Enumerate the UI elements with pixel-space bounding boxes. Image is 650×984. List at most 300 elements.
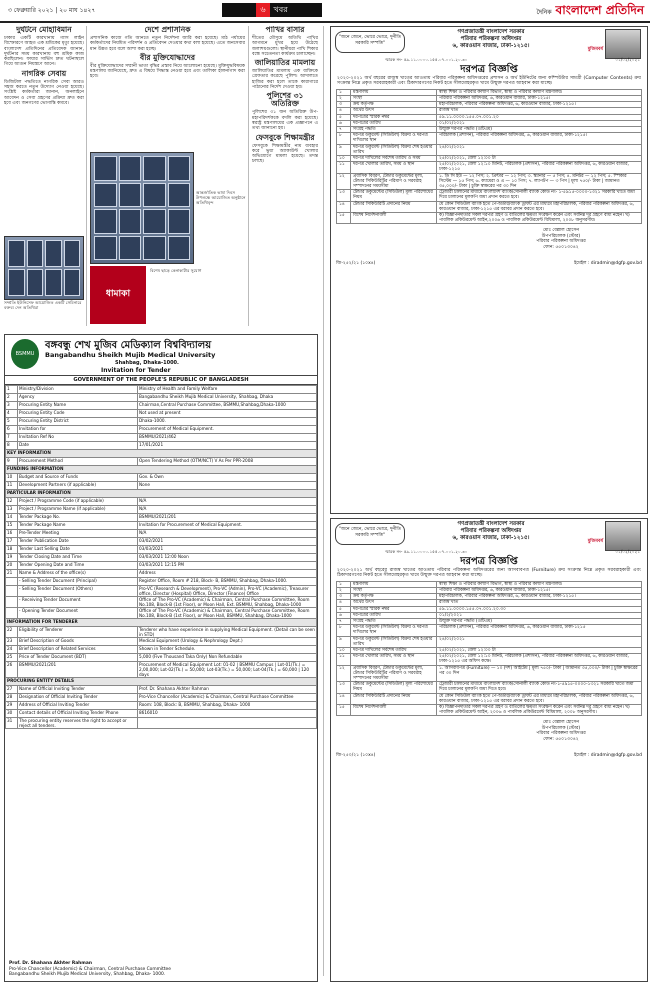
invitation-title: Invitation for Tender — [101, 367, 171, 374]
row-value: Tenderer who have experience in supplying Medical Equipment. (Detail can be seen in STD) — [139, 627, 315, 637]
header-rule — [0, 21, 650, 23]
row-value: স্বাস্থ্য শিক্ষা ও পরিবার কল্যাণ বিভাগ, স্বাস্থ্য ও পরিবার কল্যাণ মন্ত্রণালয়। — [437, 581, 642, 587]
row-number: 9 — [6, 458, 18, 466]
quote-box: "জনে জেনে, ভোরে ভোরে, দুর্নীতি সরকারি সম্পত্তি" — [335, 31, 405, 53]
article-body: পুলিশের ৩১ জন অতিরিক্ত উপ-মহাপরিদর্শককে বদলি করা হয়েছে। স্বরাষ্ট্র মন্ত্রণালয়ের এক প্রজ্ঞাপনে এ তথ্য জানানো হয়। — [252, 110, 318, 132]
row-label: দরপত্র খোলার তারিখ, সময় ও স্থান — [351, 654, 437, 665]
portrait-photo — [605, 29, 641, 59]
row-number: ৬ — [337, 612, 351, 618]
table-row — [6, 418, 317, 426]
row-label: সংস্থা — [351, 587, 437, 593]
table-row — [6, 442, 317, 450]
table-row — [6, 402, 317, 410]
table-row — [6, 458, 317, 466]
row-number: 28 — [6, 694, 18, 702]
row-number: ৭ — [337, 619, 351, 625]
tender-signature — [9, 961, 309, 977]
row-value: Prof. Dr. Shahana Akhter Rahman — [138, 686, 317, 694]
row-number: 3 — [6, 402, 18, 410]
row-number: ১০ — [337, 648, 351, 654]
signature-line: Bangabandhu Sheikh Mujib Medical University, Shahbag, Dhaka- 1000. — [9, 971, 166, 977]
section-heading: PARTICULAR INFORMATION — [6, 490, 317, 498]
row-number: ১৫ — [337, 705, 351, 716]
quote-box: "জনে জেনে, ভোরে ভোরে, দুর্নীতি সরকারি সম্পত্তি" — [335, 523, 405, 545]
notice-intro: ২০২০-২০২১ অর্থ বছরের রাজস্ব খাতের আওতায় পরিবার পরিকল্পনা অধিদপ্তরের প্রশাসন ও অর্থ ইউনিটের জন্য কম্পিউটার সামগ্রী (Computer Contents) ক্রয় সংক্রান্ত নিম্নে প্রকৃত সরবরাহকারী এবং ঠিকাদারগণের নিকট হতে সীলমোহরকৃত খামে উন্মুক্ত দরপত্র আহবান করা যাচ্ছে। — [337, 75, 641, 87]
row-value: ০১/২/২০২১ — [437, 612, 642, 618]
row-label: দরপত্রের স্মারক নম্বর — [351, 114, 437, 120]
tender-table — [5, 385, 317, 729]
row-number: 8 — [6, 442, 18, 450]
table-row — [337, 133, 642, 144]
row-label: Project / Programme Code (if applicable) — [18, 498, 138, 506]
table-row — [6, 514, 317, 522]
row-label: টেন্ডার ডকুমেন্টের (সিডিউল) মূল্য পরিশোধের নিয়ম — [351, 682, 437, 693]
row-value: BSMMU/2021/201 — [138, 514, 317, 522]
row-value: N/A — [138, 530, 317, 538]
row-value: Room: 108, Block: B, BSMMU, Shahbag, Dhaka- 1000 — [138, 702, 317, 710]
article-body: বীর মুক্তিযোদ্ধাদের সম্মানী ভাতা বৃদ্ধির প্রস্তাব নিয়ে আলোচনা হয়েছে। মুক্তিযুদ্ধবিষয়ক মন্ত্রণালয় জানিয়েছে, দ্রুত এ বিষয়ে সিদ্ধান্ত নেওয়া হবে এবং তালিকা হালনাগাদ করা হবে। — [90, 63, 245, 80]
row-label: সংগ্রহ পদ্ধতি — [351, 619, 437, 625]
advertisement — [90, 266, 146, 324]
mujib-logo: মুজিববর্ষ — [587, 47, 603, 52]
row-number: ১ — [337, 581, 351, 587]
row-number — [6, 608, 18, 619]
row-label: অর্থের উৎস — [351, 600, 437, 606]
dgfp-tender-notice-1 — [330, 26, 648, 514]
table-row — [6, 498, 317, 506]
table-row — [6, 530, 317, 538]
row-label: দরপত্রের তারিখ — [351, 120, 437, 126]
row-number: ৫ — [337, 114, 351, 120]
portrait-photo — [605, 521, 641, 551]
row-label: Eligibility of Tenderer — [18, 627, 138, 638]
row-value: 03/02/2021 — [138, 538, 317, 546]
government-header: GOVERNMENT OF THE PEOPLE'S REPUBLIC OF BANGLADESH — [5, 376, 317, 385]
table-row — [6, 546, 317, 554]
row-value: Address — [138, 570, 317, 578]
row-value: Gov. & Own — [138, 474, 317, 482]
notice-date: ০১/০২/২০২১ — [615, 549, 640, 554]
row-label: Procuring Entity Code — [18, 410, 138, 418]
row-number: 19 — [6, 554, 18, 562]
page-number: ৬ — [256, 3, 269, 17]
row-label: Procurement Method — [18, 458, 138, 466]
notice-table — [336, 89, 642, 225]
table-row — [6, 522, 317, 530]
row-label: দরপত্র ডকুমেন্ট (সিডিউল) বিক্রয় ও দরপত্র দাখিলের স্থান — [351, 133, 437, 144]
row-label: Pre-Tender Meeting — [18, 530, 138, 538]
row-number: ৩ — [337, 594, 351, 600]
row-number: 26 — [6, 662, 18, 678]
signer-phone: ফোন: ৫৫০১৩০৪২ — [543, 244, 579, 250]
row-label: Name & Address of the office(s) — [18, 570, 138, 578]
contact-email: ইমেইল : diradmin@dgfp.gov.bd — [574, 260, 642, 266]
row-number: 27 — [6, 686, 18, 694]
row-number: ১২ — [337, 173, 351, 190]
row-value: ৫৯.১১.০০০০.১৫৫.০৭.০০১.২০.৩০ — [437, 606, 642, 612]
row-label: Address of Official Inviting Tender — [18, 702, 138, 710]
row-number: ৭ — [337, 127, 351, 133]
headline: পাখির বাসার — [265, 26, 305, 34]
row-value: Pro-Vice Chancellor (Academic) & Chairman, Central Purchase Committee — [138, 694, 317, 702]
row-label: দরপত্র দাখিলের সর্বশেষ তারিখ ও সময় — [351, 156, 437, 162]
row-label: - Selling Tender Document (Others) — [18, 586, 138, 597]
table-row — [6, 678, 317, 686]
gov-name: গণপ্রজাতন্ত্রী বাংলাদেশ সরকার — [457, 29, 525, 35]
row-number: ৬ — [337, 120, 351, 126]
notice-government — [416, 29, 566, 50]
row-label: দরপত্র ডকুমেন্ট (সিডিউল) বিক্রয় শেষ হওয়ার তারিখ — [351, 144, 437, 155]
row-number: 4 — [6, 410, 18, 418]
table-row — [6, 482, 317, 490]
table-row — [6, 410, 317, 418]
signature-line: Pro-Vice Chancellor (Academic) & Chairman, Central Purchase Committee — [9, 966, 171, 972]
row-value: BSMMU/2021/462 — [138, 434, 317, 442]
article-body: ফেসবুকে শিক্ষামন্ত্রীর নাম ব্যবহার করে ভুয়া অ্যাকাউন্ট খোলার অভিযোগে মামলা হয়েছে। তদন্ত চলছে। — [252, 143, 318, 165]
dept-address: ৬, কারওয়ান বাজার, ঢাকা-১২১৫। — [452, 43, 530, 49]
notice-footer — [331, 716, 647, 760]
notice-signature — [481, 228, 641, 250]
row-label: Tender Closing Date and Time — [18, 554, 138, 562]
notice-footer — [331, 224, 647, 268]
row-value: Chairman,Central Purchase Committee, BSMMU,Shahbag,Dhaka-1000 — [138, 402, 317, 410]
row-number: ১০ — [337, 156, 351, 162]
row-number: ১৩ — [337, 190, 351, 201]
row-label: Tender Last Selling Date — [18, 546, 138, 554]
row-value: 03/03/2021 12:15 PM — [138, 562, 317, 570]
row-label: দরপত্র ডকুমেন্ট (সিডিউল) বিক্রয় ও দরপত্র দাখিলের স্থান — [351, 625, 437, 636]
row-label: সংগ্রহ পদ্ধতি — [351, 127, 437, 133]
notice-top — [331, 519, 647, 555]
header-date — [8, 5, 95, 16]
row-number: 14 — [6, 514, 18, 522]
dgfp-tender-notice-2 — [330, 518, 648, 982]
row-label: Project / Programme Name (if applicable) — [18, 506, 138, 514]
row-value: Ministry of Health and Family Welfare — [138, 386, 317, 394]
headline: জালিয়াতির মামলায় — [254, 58, 316, 68]
notice-government — [416, 521, 566, 542]
row-label: Procuring Entity District — [18, 418, 138, 426]
article-body: জালিয়াতির মামলায় এক ব্যক্তিকে গ্রেফতার করেছে পুলিশ। আদালতে হাজির করা হলে তাকে কারাগারে পাঠানোর নির্দেশ দেওয়া হয়। — [252, 69, 318, 91]
row-number: 10 — [6, 474, 18, 482]
row-label: দরপত্র ডকুমেন্ট (সিডিউল) বিক্রয় শেষ হওয়ার তারিখ — [351, 636, 437, 647]
row-value: Office of The Pro-VC (Academic) & Chairman, Central Purchase Committee, Room No.108, Block-B (1st Floor), or Moon Hall, Ext. BSMMU, Shahbag, Dhaka-1000 — [138, 597, 317, 608]
row-label: BSMMU/2021/201 — [18, 662, 138, 678]
table-row — [337, 625, 642, 636]
row-label: Price of Tender Document (BDT) — [18, 654, 138, 662]
date-text: ৩ ফেব্রুয়ারি ২০২১ | ২০ মাঘ ১৪২৭ — [8, 7, 96, 14]
table-row — [6, 474, 317, 482]
news-column-2 — [90, 26, 245, 151]
headline: ফেসবুকে শিক্ষামন্ত্রীর — [255, 132, 315, 142]
row-label: Tender Package Name — [18, 522, 138, 530]
row-label: Designation of Official Inviting Tender — [18, 694, 138, 702]
photo-caption: আন্তর্জাতিক ভাষা দিবস উপলক্ষে আয়োজিত অনুষ্ঠানে অতিথিবৃন্দ — [196, 190, 246, 205]
row-label: টেন্ডার ডকুমেন্টের (সিডিউল) মূল্য পরিশোধের নিয়ম — [351, 190, 437, 201]
row-value: Dhaka-1000. — [138, 418, 317, 426]
row-value: ২৫/০২/২০২১, বেলা ১২:১০ মিনিট, পরিচালক (প্রশাসন), পরিবার পরিকল্পনা অধিদপ্তর, ৬, কারওয়ান বাজার, ঢাকা-১২১৫ — [437, 162, 642, 173]
row-value: Bangabandhu Sheikh Mujib Medical University, Shahbag, Dhaka — [138, 394, 317, 402]
signer-name: মোঃ বেল্লাল হোসেন — [542, 720, 580, 726]
row-value: ২৫/০২/২০২১, বেলা ১২:১০ মিনিট, পরিচালক (প্রশাসন), পরিবার পরিকল্পনা অধিদপ্তর, ৬, কারওয়ান বাজার, ঢাকা-১২১৫ এর অফিস কক্ষে। — [437, 654, 642, 665]
row-number: 23 — [6, 638, 18, 646]
row-number: 11 — [6, 482, 18, 490]
article-body: ঢাকার একটি কারখানায় গ্যাস লাইন বিস্ফোরণে আহত এক শ্রমিকের মৃত্যু হয়েছে। বাংলাদেশ প্রতিদিনের প্রতিবেদক জানান, দুর্ঘটনার সময় কারখানায় বহু শ্রমিক কাজ করছিলেন। ফায়ার সার্ভিস দ্রুত ঘটনাস্থলে গিয়ে আগুন নিয়ন্ত্রণে আনে। — [4, 36, 84, 68]
headline: বীর মুক্তিযোদ্ধাদের — [140, 52, 195, 62]
university-name-en: Bangabandhu Sheikh Mujib Medical University — [45, 351, 216, 359]
table-row — [6, 386, 317, 394]
row-number: 25 — [6, 654, 18, 662]
row-number: 18 — [6, 546, 18, 554]
signer-office: পরিবার পরিকল্পনা অধিদপ্তর — [536, 239, 586, 245]
row-label: প্রবাসিক বিবরণ, টেন্ডার ডকুমেন্টের মূল্য, টেন্ডার সিকিউরিটির পরিমাণ ও সরবরাহ সম্পাদনের সময়সীমা — [351, 665, 437, 682]
row-value: ২৫/০২/২০২১, বেলা ১২:০০ টা — [437, 648, 642, 654]
table-row — [6, 694, 317, 702]
table-row — [6, 702, 317, 710]
row-value: উন্মুক্ত দরপত্র পদ্ধতি (ওটিএম) — [437, 127, 642, 133]
row-label: ক্রয় কর্তৃপক্ষ — [351, 594, 437, 600]
signer-title: উপপরিচালক (স্টোর) — [541, 233, 581, 239]
news-column-1 — [4, 26, 84, 266]
article-body: ডিজিটাল পদ্ধতিতে নাগরিক সেবা আরও সহজ করতে নতুন উদ্যোগ নেওয়া হয়েছে। সংশ্লিষ্ট কর্মকর্তারা জানান, অনলাইনে আবেদন ও সেবা গ্রহণের প্রক্রিয়া দ্রুত করা হবে এবং জনগণের ভোগান্তি কমবে। — [4, 79, 84, 106]
row-value: ট্রেজারী চালানের মাধ্যমে বাংলাদেশ ব্যাংক/সোনালী ব্যাংক কোড নং- ১-৫৯১৫-০০০০-১৩২১ সরকারি খাতে জমা দিয়ে চালানের মূলকপি জমা প্রদান করতে হবে। — [437, 190, 642, 201]
table-row — [6, 638, 317, 646]
gov-name: গণপ্রজাতন্ত্রী বাংলাদেশ সরকার — [457, 521, 525, 527]
row-number — [6, 597, 18, 608]
section-heading: PROCURING ENTITY DETAILS — [6, 678, 317, 686]
table-row — [6, 619, 317, 627]
column-divider — [86, 26, 87, 326]
row-label: প্রবাসিক বিবরণ, টেন্ডার ডকুমেন্টের মূল্য, টেন্ডার সিকিউরিটির পরিমাণ ও সরবরাহ সম্পাদনের সময়সীমা — [351, 173, 437, 190]
column-divider — [248, 26, 249, 326]
headline: নাগরিক সেবায় — [21, 68, 67, 78]
row-value: ক) বিজ্ঞাপনদাতার সকল দরপত্র গ্রহণ ও বাতিলের ক্ষমতা সংরক্ষণ করেন এবং সর্বনিম্ন দর গ্রহণে বাধ্য নহেন। খ) পাবলিক প্রকিউরমেন্ট আইন,২০০৬ ও পাবলিক প্রকিউরমেন্ট বিধিমালা, ২০০৮ অনুসরণীয়। — [437, 213, 642, 224]
row-label: Date — [18, 442, 138, 450]
row-number: ১১ — [337, 162, 351, 173]
row-label: Name of Official Inviting Tender — [18, 686, 138, 694]
notice-date: ০১/০২/২০২১ — [615, 57, 640, 62]
dept-name: পরিবার পরিকল্পনা অধিদপ্তর — [460, 36, 522, 42]
row-label: - Selling Tender Document (Principal) — [18, 578, 138, 586]
row-value: Procurement of Medical Equipment. — [138, 426, 317, 434]
row-number: ১ — [337, 89, 351, 95]
notice-signature — [481, 720, 641, 742]
row-number: 22 — [6, 627, 18, 638]
table-row — [6, 434, 317, 442]
ad-title: ধামাকা — [105, 289, 131, 299]
table-row — [6, 654, 317, 662]
article-body: প্রশাসনিক কাজে গতি আনতে নতুন নির্দেশনা জারি করা হয়েছে। মাঠ পর্যায়ের কর্মকর্তাদের নিয়মিত পরিদর্শন ও প্রতিবেদন দেওয়ার কথা বলা হয়েছে। এতে জনসেবার মান উন্নত হবে বলে আশা করা হচ্ছে। — [90, 36, 245, 52]
dept-name: পরিবার পরিকল্পনা অধিদপ্তর — [460, 528, 522, 534]
table-row — [337, 201, 642, 212]
page-label — [222, 3, 322, 17]
row-label: Tender Publication Date — [18, 538, 138, 546]
signer-phone: ফোন: ৫৫০১৩০৪২ — [543, 736, 579, 742]
row-value: Shown in Tender Schedule. — [138, 646, 317, 654]
row-number: 13 — [6, 506, 18, 514]
row-label: Invitation Ref No — [18, 434, 138, 442]
section-heading: KEY INFORMATION — [6, 450, 317, 458]
row-number: 1 — [6, 386, 18, 394]
table-row — [6, 608, 317, 619]
table-row — [337, 162, 642, 173]
row-label: Contact details of Official Inviting Tender Phone — [18, 710, 138, 718]
ref-number: স্মারক নং- ৫৯.১১.০০০০.১৫৫.০৭.০০১.২০.৩০ — [385, 549, 468, 554]
notice-title: দরপত্র বিজ্ঞপ্তি — [460, 556, 518, 567]
row-label: Budget and Source of Funds — [18, 474, 138, 482]
table-row — [337, 654, 642, 665]
row-number: 17 — [6, 538, 18, 546]
row-value: None — [138, 482, 317, 490]
row-number: ১৩ — [337, 682, 351, 693]
table-row — [337, 636, 642, 647]
row-label: মন্ত্রণালয় — [351, 89, 437, 95]
notice-top — [331, 27, 647, 63]
contact-email: ইমেইল : diradmin@dgfp.gov.bd — [574, 752, 642, 758]
news-photo — [4, 236, 84, 300]
row-number: 29 — [6, 702, 18, 710]
row-value: ক) বিজ্ঞাপনদাতার সকল দরপত্র গ্রহণ ও বাতিলের ক্ষমতা সংরক্ষণ করেন এবং সর্বনিম্ন দর গ্রহণে বাধ্য নহেন। খ) পাবলিক প্রকিউরমেন্ট আইন, ২০০৬ ও পাবলিক প্রকিউরমেন্ট বিধিমালা, ২০০৮ অনুসরণীয়। — [437, 705, 642, 716]
signature-line: Prof. Dr. Shahana Akhter Rahman — [9, 961, 92, 967]
table-row — [6, 586, 317, 597]
row-label: দরপত্র খোলার তারিখ, সময় ও স্থান — [351, 162, 437, 173]
headline: দেশে প্রশাসনিক — [144, 26, 191, 34]
section-heading: INFORMATION FOR TENDERER — [6, 619, 317, 627]
row-value: ১. ডি সি ইউ — ১২ পিস; ২. প্রিন্টার — ১২ পিস; ৩. স্ক্যানার — ৫ পিস; ৪. মনিটর — ১২ পিস; ৫. স্পিকার সিস্টেম — ১৫ পিস; ৬. ক্যামেরা ও এ — ১০ পিস; ৭. ল্যাপটপ — ৩ পিস | মূল্য ৭৫০/- টাকা | জামানত ৩৫,০০০/- টাকা | চুক্তি স্বাক্ষরের পর ৩০ দিন — [437, 173, 642, 190]
row-value: মহাপরিচালক, পরিবার পরিকল্পনা অধিদপ্তর, ৬, কারওয়ান বাজার, ঢাকা-১২১৫। — [437, 102, 642, 108]
row-number: ৪ — [337, 600, 351, 606]
row-value: মহাপরিচালক, পরিবার পরিকল্পনা অধিদপ্তর, ৬, কারওয়ান বাজার, ঢাকা-১২১৫। — [437, 594, 642, 600]
table-row — [6, 538, 317, 546]
article-body: শীতের মৌসুমে অতিথি পাখির আগমনে মুখর হয়ে উঠেছে জলাশয়গুলো। স্থানীয়রা পাখি শিকার বন্ধে সচেতনতা কার্যক্রম চালাচ্ছেন। — [252, 36, 318, 57]
row-value: ২৪/০২/২০২১ — [437, 636, 642, 647]
row-label: Ministry/Division — [18, 386, 138, 394]
row-label: দরপত্রের স্মারক নম্বর — [351, 606, 437, 612]
row-value: Office of The Pro-VC (Academic) & Chairman, Central Purchase Committee, Room No.108, Block-B (1st Floor), or Moon Hall, BSMMU, Shahbag, Dhaka-1000 — [138, 608, 317, 619]
row-value: ৫৯.১১.০০০০.১৫৫.০৭.০০১.২০ — [437, 114, 642, 120]
row-value: Invitation for Procurement of Medical Equipment. — [138, 522, 317, 530]
table-row — [337, 173, 642, 190]
row-number: 31 — [6, 718, 18, 729]
row-label: ক্রয় কর্তৃপক্ষ — [351, 102, 437, 108]
headline: দুর্ঘটনে মোহাবিমান — [16, 26, 72, 34]
row-number: ৯ — [337, 636, 351, 647]
table-row — [337, 682, 642, 693]
row-number: 5 — [6, 418, 18, 426]
row-number: ১৪ — [337, 693, 351, 704]
row-number: ২ — [337, 95, 351, 101]
row-number: ৪ — [337, 108, 351, 114]
table-row — [337, 705, 642, 716]
row-number: ১২ — [337, 665, 351, 682]
row-label: Brief Description of Goods — [18, 638, 138, 646]
row-label: মন্ত্রণালয় — [351, 581, 437, 587]
row-label: Tender Package No. — [18, 514, 138, 522]
table-row — [6, 646, 317, 654]
row-label: Invitation for — [18, 426, 138, 434]
notice-table — [336, 581, 642, 717]
bsmmu-tender-notice — [4, 334, 318, 982]
row-value: উন্মুক্ত দরপত্র পদ্ধতি (ওটিএম) — [437, 619, 642, 625]
table-row — [337, 693, 642, 704]
brand-small: দৈনিক — [536, 9, 552, 16]
university-address: Shahbag, Dhaka-1000. — [115, 360, 179, 366]
row-number: 30 — [6, 710, 18, 718]
row-label: - Receiving Tender Document — [18, 597, 138, 608]
notice-intro: ২০২০-২০২১ অর্থ বছরের রাজস্ব খাতের আওতায় পরিবার পরিকল্পনা অধিদপ্তরের জন্য আসবাবপত্র (Furniture) ক্রয় সংক্রান্ত নিম্নে প্রকৃত সরবরাহকারী এবং ঠিকাদারগণের নিকট হতে সীলমোহরকৃত খামে উন্মুক্ত দরপত্র আহবান করা যাচ্ছে। — [337, 567, 641, 579]
row-label: Brief Description of Related Services — [18, 646, 138, 654]
university-logo: BSMMU — [11, 339, 39, 369]
row-number: 15 — [6, 522, 18, 530]
row-label: টেন্ডার সিকিউরিটি প্রদানের নিয়ম — [351, 693, 437, 704]
row-number — [6, 578, 18, 586]
table-row — [337, 144, 642, 155]
table-row — [6, 710, 317, 718]
row-value: Register Office, Room # 218, Block- B, BSMMU, Shahbag, Dhaka-1000. — [138, 578, 317, 586]
table-row — [6, 394, 317, 402]
row-number: 7 — [6, 434, 18, 442]
row-number: ২ — [337, 587, 351, 593]
row-label: দরপত্র দাখিলের সর্বশেষ তারিখ — [351, 648, 437, 654]
brand-name: বাংলাদেশ প্রতিদিন — [555, 3, 644, 17]
row-number: ৩ — [337, 102, 351, 108]
table-row — [337, 665, 642, 682]
column-divider — [323, 26, 324, 976]
row-value: স্বাস্থ্য শিক্ষা ও পরিবার কল্যাণ বিভাগ, স্বাস্থ্য ও পরিবার কল্যাণ মন্ত্রণালয়। — [437, 89, 642, 95]
row-number: 21 — [6, 570, 18, 578]
row-number: ১১ — [337, 654, 351, 665]
table-row — [6, 490, 317, 498]
row-value: Procurement of Medical Equipment Lot: 01-02 | BSMMU Campus | Lot-01(Tk.) = 2,00,000; Lot-02(Tk.) = 50,000; Lot-03(Tk.) = 50,000; Lot-04(Tk.) = 60,000 | 120 days — [138, 662, 317, 678]
row-value: রাজস্ব খাত — [437, 600, 642, 606]
news-column-3 — [252, 26, 318, 326]
row-label: সংস্থা — [351, 95, 437, 101]
ad-code: জি-২৫২/২১ (১০x৪) — [336, 260, 376, 266]
table-row — [6, 578, 317, 586]
row-number — [6, 586, 18, 597]
row-value: 5,000 (Five Thousand Taka Only) Non Refundable — [138, 654, 317, 662]
table-row — [6, 597, 317, 608]
brand-logo — [536, 2, 644, 22]
row-value: ১. আসবাবপত্র (Furniture) — ১০ (দশ) আইটেম | মূল্য ৭৫০/- টাকা | জামানত ৩৫,০০০/- টাকা | চুক্তি স্বাক্ষরের পর ৩০ দিন — [437, 665, 642, 682]
row-value: ২৪/০২/২০২১ — [437, 144, 642, 155]
section-name: খবর — [273, 5, 288, 14]
row-number: 16 — [6, 530, 18, 538]
headline: পুলিশের ৩১ অতিরিক্ত — [266, 91, 304, 109]
table-row — [337, 190, 642, 201]
row-label: Tender Opening Date and Time — [18, 562, 138, 570]
row-label: - Opening Tender Document — [18, 608, 138, 619]
row-number: 12 — [6, 498, 18, 506]
table-row — [6, 662, 317, 678]
table-row — [337, 213, 642, 224]
page-header — [0, 0, 650, 22]
section-heading: FUNDING INFORMATION — [6, 466, 317, 474]
row-value: যে কোন সিডিউল ব্যাংক হতে পে-অর্ডার/ব্যাংক ড্রাফট এর মাধ্যমে মহাপরিচালক, পরিবার পরিকল্পনা অধিদপ্তর, ৬, কারওয়ান বাজার, ঢাকা-১২১৫ এর বরাবর প্রদান করতে হবে। — [437, 693, 642, 704]
table-row — [6, 426, 317, 434]
row-label: বিশেষ নির্দেশনাবলী — [351, 213, 437, 224]
news-photo-grid — [90, 152, 194, 264]
row-value: ট্রেজারী চালানের মাধ্যমে বাংলাদেশ ব্যাংক/সোনালী ব্যাংক কোড নং-১-৫৯১৫-০০০০-১৩২১ সরকারি খাতে জমা দিয়ে চালানের মূলকপি জমা দিতে হবে। — [437, 682, 642, 693]
row-value: N/A — [138, 506, 317, 514]
row-number: ১৪ — [337, 201, 351, 212]
row-value: Not used at present — [138, 410, 317, 418]
row-value: পরিবার পরিকল্পনা অধিদপ্তর, ৬, কারওয়ান বাজার, ঢাকা-১২১৫। — [437, 95, 642, 101]
photo-caption: সম্প্রতি ইউনিসেফ আয়োজিত একটি সেমিনারে বক্তব্য দেন অতিথিরা — [4, 300, 82, 310]
ad-caption: বিশেষ ছাড়ে কেনাকাটার সুযোগ — [150, 268, 202, 273]
row-value: ২৫/০২/২০২১, বেলা ১২:০০ টা — [437, 156, 642, 162]
signer-title: উপপরিচালক (স্টোর) — [541, 725, 581, 731]
